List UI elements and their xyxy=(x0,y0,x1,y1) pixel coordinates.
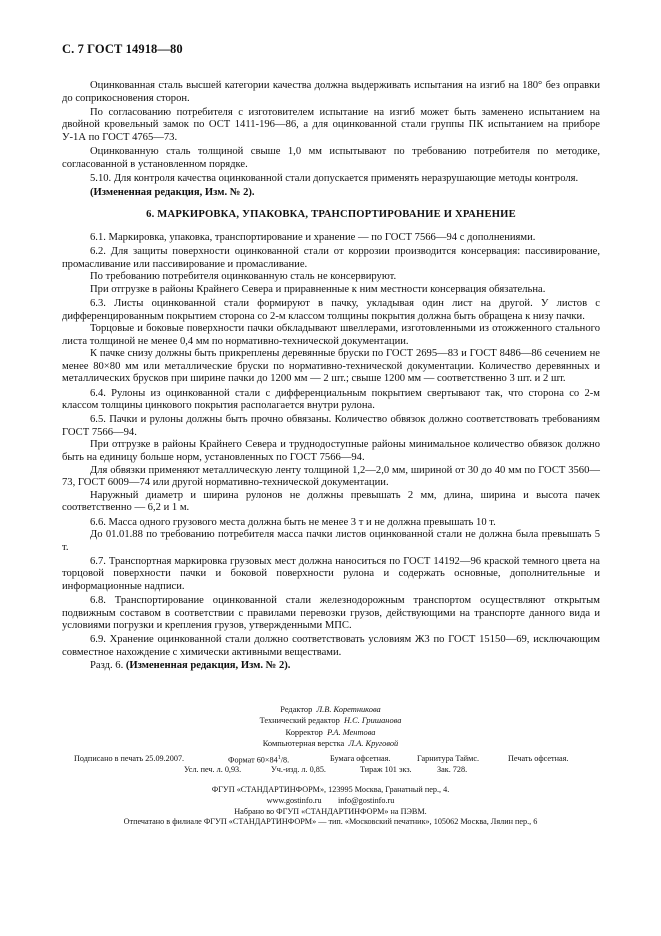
imprint-print-sheets: Усл. печ. л. 0,93. xyxy=(184,765,242,774)
paragraph: Для обвязки применяют металлическую ленту толщиной 1,2—2,0 мм, шириной от 30 до 40 мм по ГОСТ 3560—73, ГОСТ 6009—74 или другой нормативно-технической документации. xyxy=(62,464,600,489)
publisher-block xyxy=(0,785,661,828)
amendment-note-text: (Измененная редакция, Изм. № 2). xyxy=(90,186,255,198)
credit-role: Технический редактор xyxy=(259,716,340,726)
credit-line xyxy=(0,738,661,749)
credits-block xyxy=(0,704,661,750)
paragraph: 6.7. Транспортная маркировка грузовых мест должна наноситься по ГОСТ 14192—96 краской темного цвета на торцовой поверхности пачки и боковой поверхности рулона и содержать основные, дополнительные и информационные надписи. xyxy=(62,555,600,592)
publisher-links: www.gostinfo.ru info@gostinfo.ru xyxy=(266,795,395,805)
paragraph: Торцовые и боковые поверхности пачки обкладывают швеллерами, изготовленными из отожженного стального листа толщиной не менее 0,4 мм по нормативно-технической документации. xyxy=(62,323,600,347)
credit-name: Л.В. Коретникова xyxy=(316,705,381,714)
imprint-block xyxy=(0,753,661,775)
paragraph: Оцинкованную сталь толщиной свыше 1,0 мм испытывают по требованию потребителя по методике, согласованной в установленном порядке. xyxy=(62,145,600,170)
amendment-note-text: (Измененная редакция, Изм. № 2). xyxy=(125,659,291,671)
paragraph: 6.5. Пачки и рулоны должны быть прочно обвязаны. Количество обвязок должно соответствовать требованиям ГОСТ 7566—94. xyxy=(62,414,600,438)
paragraph: Оцинкованная сталь высшей категории качества должна выдерживать испытания на изгиб на 180° без оправки до соприкосновения сторон. xyxy=(62,80,600,104)
final-note-prefix: Разд. 6. xyxy=(90,659,124,671)
page-header: С. 7 ГОСТ 14918—80 xyxy=(62,42,183,56)
paragraph: 6.2. Для защиты поверхности оцинкованной стали от коррозии производится консервация: пассивирование, промасливание или пассивирование и промасливание. xyxy=(62,246,600,270)
imprint-run: Тираж 101 экз. xyxy=(360,765,412,774)
paragraph: По требованию потребителя оцинкованную сталь не консервируют. xyxy=(90,271,397,283)
paragraph: 6.6. Масса одного грузового места должна быть не менее 3 т и не должна превышать 10 т. xyxy=(90,516,496,528)
credit-line xyxy=(0,704,661,715)
paragraph: 6.1. Маркировка, упаковка, транспортирование и хранение — по ГОСТ 7566—94 с дополнениями. xyxy=(90,231,536,243)
imprint-row xyxy=(0,753,661,764)
imprint-paper: Бумага офсетная. xyxy=(330,754,391,763)
imprint-row xyxy=(0,764,661,775)
credit-name: Л.А. Круговой xyxy=(348,739,399,749)
imprint-format-label: Формат 60×84 xyxy=(228,755,278,765)
section-title: 6. МАРКИРОВКА, УПАКОВКА, ТРАНСПОРТИРОВАНИЕ И ХРАНЕНИЕ xyxy=(146,209,516,221)
imprint-pub-sheets: Уч.-изд. л. 0,85. xyxy=(271,765,326,774)
paragraph: К пачке снизу должны быть прикреплены деревянные бруски по ГОСТ 2695—83 и ГОСТ 8486—86 сечением не менее 80×80 мм или металлические бруски по нормативно-технической документации. Количество деревянных и металлических брусков при ширине пачки до 1200 мм — 2 шт.; свыше 1200 мм — соответственно 3 шт. и 2 шт. xyxy=(62,348,600,385)
final-note xyxy=(62,660,600,673)
imprint-format-den: /8. xyxy=(280,755,290,765)
credit-name: Н.С. Гришанова xyxy=(343,716,402,726)
imprint-signed: Подписано в печать 25.09.2007. xyxy=(74,754,185,763)
imprint-format-sup: 1 xyxy=(277,755,281,761)
credit-name: Р.А. Ментова xyxy=(327,727,376,737)
publisher-line: Набрано во ФГУП «СТАНДАРТИНФОРМ» на ПЭВМ. xyxy=(234,806,427,816)
paragraph: 6.9. Хранение оцинкованной стали должно соответствовать условиям Ж3 по ГОСТ 15150—69, исключающим совместное нахождение с химически активными веществами. xyxy=(62,634,600,658)
amendment-note xyxy=(62,187,600,200)
paragraph: 6.3. Листы оцинкованной стали формируют в пачку, укладывая один лист на другой. У листов с дифференцированным покрытием сторона со 2-м классом толщины покрытия должна быть обращена к низу пачки. xyxy=(62,297,600,322)
credit-role: Компьютерная верстка xyxy=(262,739,345,749)
paragraph: При отгрузке в районы Крайнего Севера и приравненные к ним местности консервация обязательна. xyxy=(90,283,546,295)
credit-line xyxy=(0,715,661,726)
credit-line xyxy=(0,727,661,738)
paragraph: Наружный диаметр и ширина рулонов не должны превышать 2 мм, длина, ширина и высота пачек соответственно — 6,2 и 1 м. xyxy=(62,489,600,514)
paragraph: 6.4. Рулоны из оцинкованной стали с дифференциальным покрытием свертывают так, что сторона со 2-м классом толщины цинкового покрытия располагается внутри рулона. xyxy=(62,387,600,412)
publisher-line: ФГУП «СТАНДАРТИНФОРМ», 123995 Москва, Гранатный пер., 4. xyxy=(211,785,450,794)
paragraph: До 01.01.88 по требованию потребителя масса пачки листов оцинкованной стали не должна была превышать 5 т. xyxy=(62,529,600,553)
imprint-order: Зак. 728. xyxy=(437,765,468,774)
paragraph: При отгрузке в районы Крайнего Севера и труднодоступные районы минимальное количество обвязок должно быть на единицу больше норм, установленных по ГОСТ 7566—94. xyxy=(62,439,600,464)
imprint-typeface: Гарнитура Таймс. xyxy=(417,754,480,763)
credit-role: Редактор xyxy=(280,705,313,714)
paragraph: 6.8. Транспортирование оцинкованной стали железнодорожным транспортом осуществляют открытым подвижным составом в соответствии с правилами перевозки грузов, действующими на транспорте данного вида и условиями погрузки и крепления грузов, утвержденными МПС. xyxy=(62,595,600,632)
paragraph: По согласованию потребителя с изготовителем испытание на изгиб может быть заменено испытанием на двойной кровельный замок по ОСТ 1411-196—86, а для оцинкованной стали группы ПК испытанием на приборе У-1А по ГОСТ 4765—73. xyxy=(62,106,600,143)
paragraph: 5.10. Для контроля качества оцинкованной стали допускается применять неразрушающие методы контроля. xyxy=(90,172,579,184)
imprint-printing: Печать офсетная. xyxy=(508,754,569,763)
main-text xyxy=(62,80,600,672)
credit-role: Корректор xyxy=(285,727,323,737)
publisher-line: Отпечатано в филиале ФГУП «СТАНДАРТИНФОРМ» — тип. «Московский печатник», 105062 Москва, Лялин пер., 6 xyxy=(123,817,538,827)
